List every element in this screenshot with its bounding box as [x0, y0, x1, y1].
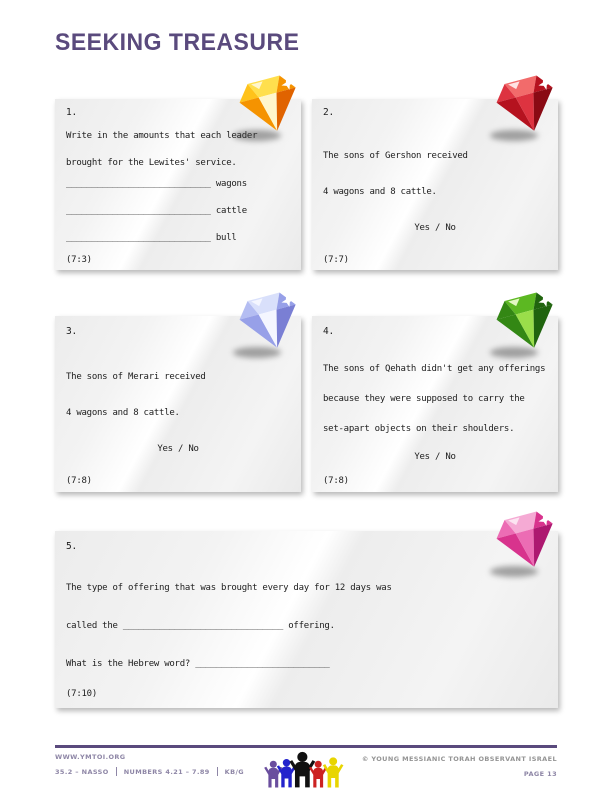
card-number: 3. [66, 326, 77, 337]
question-text-line: because they were supposed to carry the [323, 394, 525, 404]
verse-reference: (7:8) [323, 476, 349, 486]
question-text-line: The sons of Gershon received [323, 151, 468, 161]
question-card-4 [312, 316, 558, 492]
page-title: SEEKING TREASURE [55, 28, 300, 56]
amber-gem-icon [233, 71, 307, 141]
verse-reference: (7:10) [66, 689, 98, 699]
verse-reference: (7:7) [323, 255, 349, 265]
card-number: 5. [66, 541, 77, 552]
lesson-number: 35.2 – NASSO [55, 767, 109, 776]
yes-no-choice: Yes / No [414, 452, 456, 462]
emerald-gem-icon [490, 288, 564, 358]
question-text-line: The sons of Merari received [66, 372, 206, 382]
copyright-text: © YOUNG MESSIANIC TORAH OBSERVANT ISRAEL [361, 755, 557, 763]
website-url: WWW.YMTOI.ORG [55, 753, 126, 761]
yes-no-choice: Yes / No [414, 223, 456, 233]
ruby-gem-icon [490, 71, 564, 141]
footer-right [362, 755, 557, 778]
lesson-meta [55, 767, 244, 776]
verse-reference: (7:8) [66, 476, 92, 486]
question-card-5 [55, 531, 558, 708]
ymtoi-children-logo-icon [264, 747, 346, 791]
card-number: 2. [323, 107, 334, 118]
pink-gem-icon [490, 507, 564, 577]
answer-blank-bull: ____________________________ bull [66, 233, 237, 243]
answer-blank-hebrew-word: What is the Hebrew word? __________________________ [66, 659, 330, 669]
question-text-line: Write in the amounts that each leader [66, 131, 258, 141]
question-card-1 [55, 99, 301, 270]
question-text-line: 4 wagons and 8 cattle. [323, 187, 437, 197]
answer-blank-cattle: ____________________________ cattle [66, 206, 247, 216]
card-number: 4. [323, 326, 334, 337]
page-number: PAGE 13 [523, 770, 557, 778]
scripture-range: NUMBERS 4.21 – 7.89 [123, 767, 210, 776]
question-text-line: The sons of Qehath didn't get any offerings [323, 364, 546, 374]
question-text-line: brought for the Lewites' service. [66, 158, 237, 168]
answer-blank-offering: called the _______________________________ offering. [66, 621, 335, 631]
question-text-line: 4 wagons and 8 cattle. [66, 408, 180, 418]
answer-blank-wagons: ____________________________ wagons [66, 179, 247, 189]
question-card-3 [55, 316, 301, 492]
author-initials: KB/G [224, 767, 244, 776]
question-card-2 [312, 99, 558, 270]
question-text-line: set-apart objects on their shoulders. [323, 424, 515, 434]
footer-left [55, 753, 244, 776]
question-text-line: The type of offering that was brought every day for 12 days was [66, 583, 392, 593]
meta-separator [217, 767, 218, 776]
meta-separator [116, 767, 117, 776]
verse-reference: (7:3) [66, 255, 92, 265]
yes-no-choice: Yes / No [157, 444, 199, 454]
blue-diamond-gem-icon [233, 288, 307, 358]
card-number: 1. [66, 107, 77, 118]
